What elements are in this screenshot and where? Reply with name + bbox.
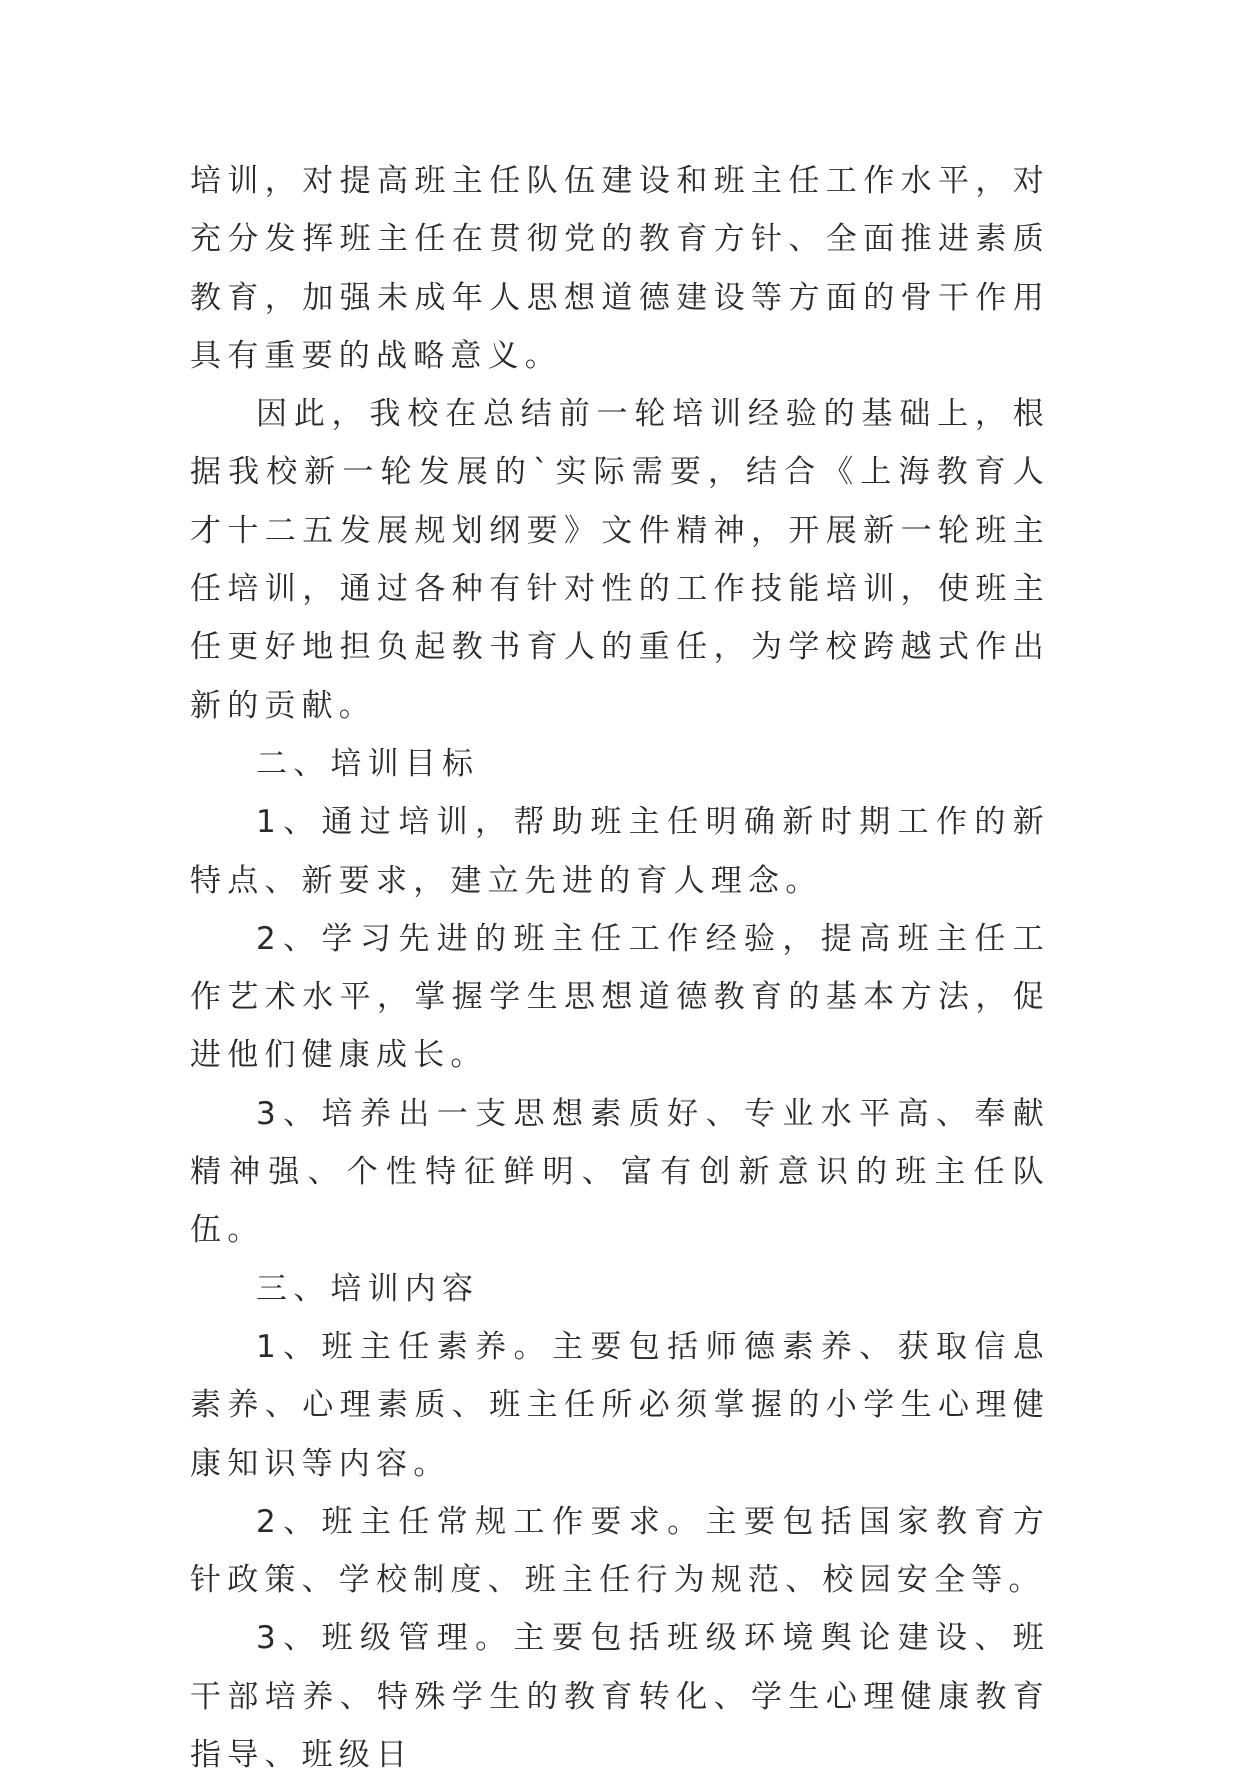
content-item-1: 1、班主任素养。主要包括师德素养、获取信息素养、心理素质、班主任所必须掌握的小学生心理健康知识等内容。: [190, 1328, 1050, 1482]
section-heading-training-goals: 二、培训目标: [256, 745, 480, 782]
goal-item-2: 2、学习先进的班主任工作经验，提高班主任工作艺术水平，掌握学生思想道德教育的基本方法，促进他们健康成长。: [190, 920, 1050, 1074]
section-heading-training-content: 三、培训内容: [256, 1270, 480, 1307]
document-page: [190, 152, 1050, 1784]
paragraph-intro-continuation: 培训，对提高班主任队伍建设和班主任工作水平，对充分发挥班主任在贯彻党的教育方针、全面推进素质教育，加强未成年人思想道德建设等方面的骨干作用具有重要的战略意义。: [190, 163, 1050, 374]
goal-item-1: 1、通过培训，帮助班主任明确新时期工作的新特点、新要求，建立先进的育人理念。: [190, 804, 1050, 899]
goal-item-3: 3、培养出一支思想素质好、专业水平高、奉献精神强、个性特征鲜明、富有创新意识的班主任队伍。: [190, 1095, 1050, 1249]
content-item-2: 2、班主任常规工作要求。主要包括国家教育方针政策、学校制度、班主任行为规范、校园安全等。: [190, 1503, 1050, 1599]
content-item-3: 3、班级管理。主要包括班级环境舆论建设、班干部培养、特殊学生的教育转化、学生心理健康教育指导、班级日: [190, 1620, 1050, 1774]
paragraph-therefore: 因此，我校在总结前一轮培训经验的基础上，根据我校新一轮发展的`实际需要，结合《上海教育人才十二五发展规划纲要》文件精神，开展新一轮班主任培训，通过各种有针对性的工作技能培训，使班主任更好地担负起教书育人的重任，为学校跨越式作出新的贡献。: [190, 396, 1050, 724]
